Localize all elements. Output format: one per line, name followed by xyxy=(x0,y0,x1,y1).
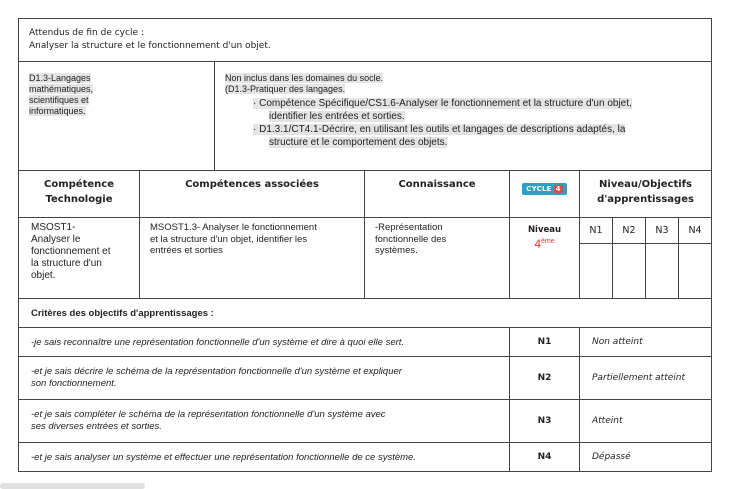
critere-row xyxy=(19,443,712,472)
row-associees-1: MSOST1.3- Analyser le fonctionnement xyxy=(150,222,317,233)
critere-text-line: son fonctionnement. xyxy=(31,378,117,389)
critere-level: N3 xyxy=(510,400,580,443)
level-n4: N4 xyxy=(679,218,712,244)
cycle-badge-label: CYCLE xyxy=(526,185,552,193)
niveau-sup: ème xyxy=(541,238,555,245)
header-connaissance: Connaissance xyxy=(365,171,510,218)
row-competence-3: fonctionnement et xyxy=(31,246,111,257)
critere-level: N1 xyxy=(510,328,580,357)
critere-text-line: ses diverses entrées et sorties. xyxy=(31,421,162,432)
domaine-left-3: scientifiques et xyxy=(29,95,89,105)
header-competence-2: Technologie xyxy=(45,194,113,205)
bullet1-line2: identifier les entrées et sorties. xyxy=(269,111,405,122)
domaine-right-line2: (D1.3-Pratiquer des langages. xyxy=(225,84,346,94)
row-connaissance xyxy=(365,218,510,299)
header-niveau-2: d'apprentissages xyxy=(597,194,694,205)
row-competence-1: MSOST1- xyxy=(31,222,76,233)
competence-table xyxy=(18,18,712,472)
row-associees-2: et la structure d'un objet, identifier les xyxy=(150,233,308,245)
level-n1: N1 xyxy=(580,218,613,244)
row-competence xyxy=(19,218,140,299)
header-competence-1: Compétence xyxy=(44,179,114,190)
critere-text-line: -et je sais compléter le schéma de la représentation fonctionnelle d'un système avec xyxy=(31,409,386,420)
attendus-text: Analyser la structure et le fonctionnement d'un objet. xyxy=(29,41,271,51)
niveau-number: 4 xyxy=(534,237,542,251)
level-n1-box xyxy=(580,244,613,299)
level-n3-box xyxy=(646,244,679,299)
critere-text xyxy=(19,400,510,443)
bullet2-line2: structure et le comportement des objets. xyxy=(269,137,448,148)
critere-level: N2 xyxy=(510,357,580,400)
row-niveau xyxy=(510,218,580,299)
critere-status: Atteint xyxy=(580,400,712,443)
row-competence-2: Analyser le xyxy=(31,234,81,245)
bullet1-line1: · Compétence Spécifique/CS1.6-Analyser le fonctionnement et la structure d'un objet, xyxy=(253,98,632,109)
domaine-left-2: mathématiques, xyxy=(29,84,94,94)
level-n4-box xyxy=(679,244,712,299)
level-n2-box xyxy=(613,244,646,299)
row-competence-5: objet. xyxy=(31,270,56,281)
critere-status: Partiellement atteint xyxy=(580,357,712,400)
bullet2-line1: · D1.3.1/CT4.1-Décrire, en utilisant les outils et langages de descriptions adaptés, la xyxy=(253,124,626,135)
critere-row xyxy=(19,400,712,443)
critere-row xyxy=(19,357,712,400)
cycle-4-badge xyxy=(522,183,566,195)
row-connaissance-3: systèmes. xyxy=(375,245,418,256)
row-associees xyxy=(140,218,365,299)
attendus-title: Attendus de fin de cycle : xyxy=(29,28,144,38)
row-connaissance-2: fonctionnelle des xyxy=(375,233,447,245)
domaine-right-line1: Non inclus dans les domaines du socle. xyxy=(225,73,384,83)
attendus-cell xyxy=(19,19,712,62)
horizontal-scrollbar[interactable] xyxy=(0,483,145,489)
critere-text: -et je sais analyser un système et effectuer une représentation fonctionnelle de ce système. xyxy=(19,443,510,472)
header-niveau xyxy=(580,171,712,218)
critere-status: Non atteint xyxy=(580,328,712,357)
row-associees-3: entrées et sorties xyxy=(150,245,223,256)
row-competence-4: la structure d'un xyxy=(31,258,102,269)
header-competence xyxy=(19,171,140,218)
domaine-right xyxy=(215,62,712,171)
header-niveau-1: Niveau/Objectifs xyxy=(599,179,692,190)
domaine-left xyxy=(19,62,215,171)
domaine-left-1: D1.3-Langages xyxy=(29,73,91,83)
niveau-value xyxy=(510,235,579,251)
header-associees: Compétences associées xyxy=(140,171,365,218)
criteres-title: Critères des objectifs d'apprentissages : xyxy=(19,299,712,328)
cycle-badge-cell xyxy=(510,171,580,218)
row-connaissance-1: -Représentation xyxy=(375,222,443,233)
critere-text xyxy=(19,357,510,400)
critere-level: N4 xyxy=(510,443,580,472)
niveau-label: Niveau xyxy=(527,225,562,235)
level-n2: N2 xyxy=(613,218,646,244)
critere-text: -je sais reconnaître une représentation fonctionnelle d'un système et dire à quoi elle sert. xyxy=(19,328,510,357)
level-n3: N3 xyxy=(646,218,679,244)
domaine-left-4: informatiques. xyxy=(29,106,86,116)
critere-text-line: -et je sais décrire le schéma de la représentation fonctionnelle d'un système et expliquer xyxy=(31,366,402,377)
critere-status: Dépassé xyxy=(580,443,712,472)
cycle-badge-number: 4 xyxy=(555,185,561,193)
critere-row xyxy=(19,328,712,357)
